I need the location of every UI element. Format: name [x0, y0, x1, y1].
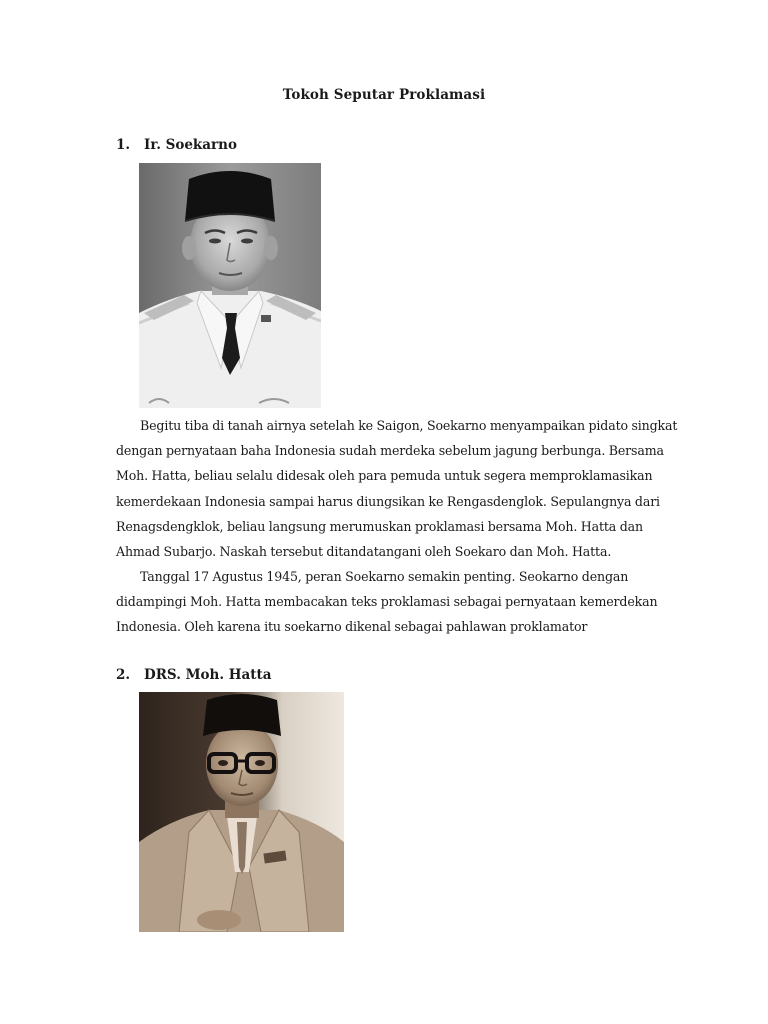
section-heading-soekarno — [116, 137, 237, 153]
text-line: Begitu tiba di tanah airnya setelah ke Saigon, Soekarno menyampaikan pidato singkat — [140, 418, 678, 433]
text-line: kemerdekaan Indonesia sampai harus diungsikan ke Rengasdenglok. Sepulangnya dari — [116, 493, 660, 509]
text-line: dengan pernyataan baha Indonesia sudah merdeka sebelum jagung berbunga. Bersama — [116, 443, 664, 459]
document-title: Tokoh Seputar Proklamasi — [282, 87, 486, 103]
text-line: Ahmad Subarjo. Naskah tersebut ditandatangani oleh Soekaro dan Moh. Hatta. — [116, 544, 612, 560]
text-line: didampingi Moh. Hatta membacakan teks proklamasi sebagai pernyataan kemerdekan — [116, 594, 658, 610]
hatta-portrait-photo — [139, 692, 344, 932]
text-line: Moh. Hatta, beliau selalu didesak oleh para pemuda untuk segera memproklamasikan — [116, 468, 653, 484]
soekarno-paragraph-2 — [116, 564, 676, 640]
text-line: Renagsdengklok, beliau langsung merumuskan proklamasi bersama Moh. Hatta dan — [116, 518, 643, 534]
section-number: 1. — [116, 137, 131, 153]
text-line: Indonesia. Oleh karena itu soekarno dikenal sebagai pahlawan proklamator — [116, 619, 588, 635]
section-name: Ir. Soekarno — [144, 137, 237, 153]
soekarno-portrait-photo — [139, 163, 321, 408]
text-line: Tanggal 17 Agustus 1945, peran Soekarno semakin penting. Seokarno dengan — [140, 569, 629, 584]
section-name: DRS. Moh. Hatta — [144, 667, 272, 683]
section-number: 2. — [116, 667, 131, 683]
soekarno-paragraph-1 — [116, 413, 676, 564]
section-heading-hatta — [116, 667, 271, 683]
